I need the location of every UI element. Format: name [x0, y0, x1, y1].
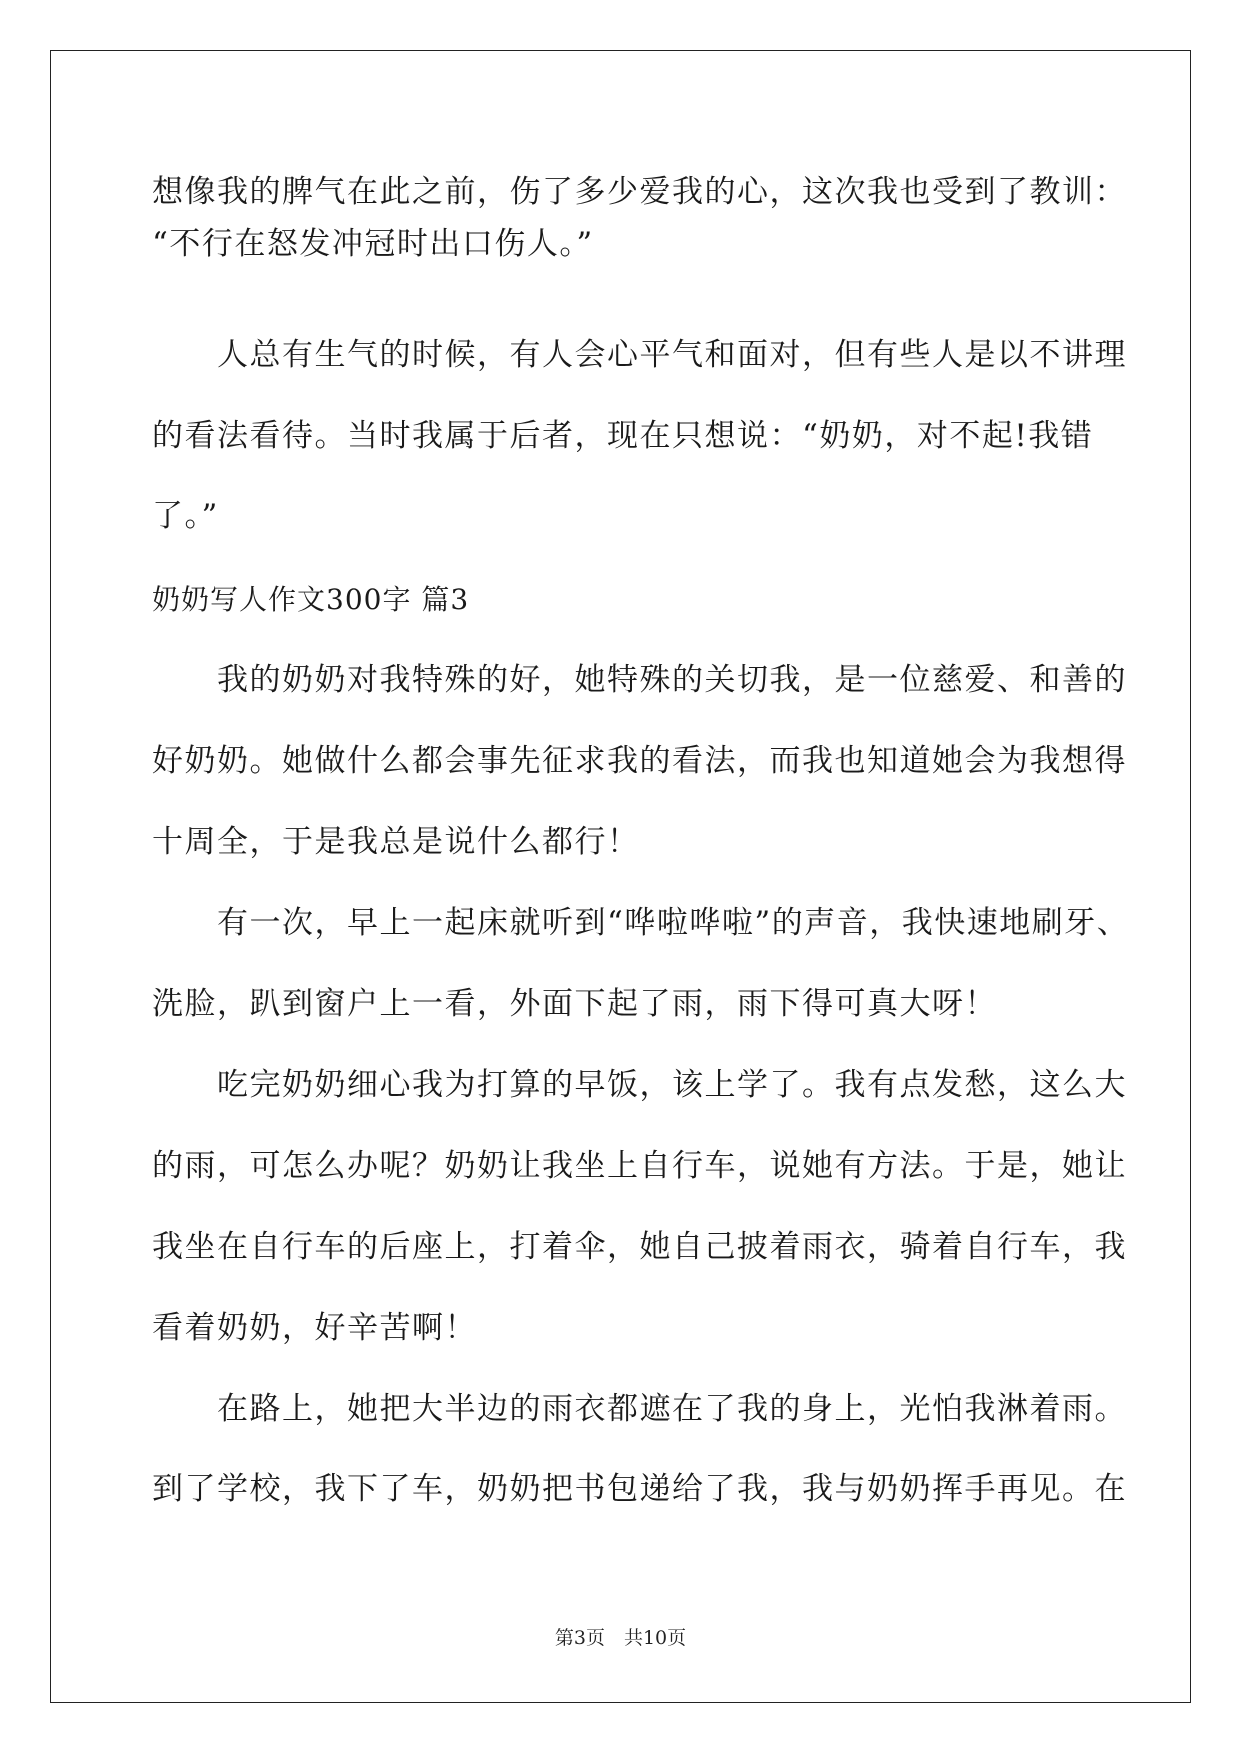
text-line: 好奶奶。她做什么都会事先征求我的看法，而我也知道她会为我想得 — [152, 743, 1127, 779]
text-line: 到了学校，我下了车，奶奶把书包递给了我，我与奶奶挥手再见。在 — [152, 1471, 1127, 1507]
text-line: 的看法看待。当时我属于后者，现在只想说：“奶奶，对不起!我错 — [152, 418, 1094, 454]
text-line: 在路上，她把大半边的雨衣都遮在了我的身上，光怕我淋着雨。 — [152, 1391, 1127, 1427]
text-line: 十周全，于是我总是说什么都行！ — [152, 824, 640, 860]
text-line: 洗脸，趴到窗户上一看，外面下起了雨，雨下得可真大呀！ — [152, 986, 997, 1022]
text-line: 的雨，可怎么办呢？奶奶让我坐上自行车，说她有方法。于是，她让 — [152, 1148, 1127, 1184]
section-heading: 奶奶写人作文300字 篇3 — [152, 583, 470, 616]
text-line: 我的奶奶对我特殊的好，她特殊的关切我，是一位慈爱、和善的 — [152, 662, 1127, 698]
text-line: 有一次，早上一起床就听到“哗啦哗啦”的声音，我快速地刷牙、 — [152, 905, 1130, 941]
text-line: 人总有生气的时候，有人会心平气和面对，但有些人是以不讲理 — [152, 337, 1127, 373]
text-line: 我坐在自行车的后座上，打着伞，她自己披着雨衣，骑着自行车，我 — [152, 1229, 1127, 1265]
text-line: 了。” — [152, 498, 219, 534]
text-line: 吃完奶奶细心我为打算的早饭，该上学了。我有点发愁，这么大 — [152, 1067, 1127, 1103]
page-border — [50, 50, 1191, 1703]
text-line: 看着奶奶，好辛苦啊！ — [152, 1310, 477, 1346]
page-number-footer: 第3页 共10页 — [554, 1627, 687, 1649]
text-line: “不行在怒发冲冠时出口伤人。” — [152, 226, 594, 262]
text-line: 想像我的脾气在此之前，伤了多少爱我的心，这次我也受到了教训： — [152, 174, 1127, 210]
